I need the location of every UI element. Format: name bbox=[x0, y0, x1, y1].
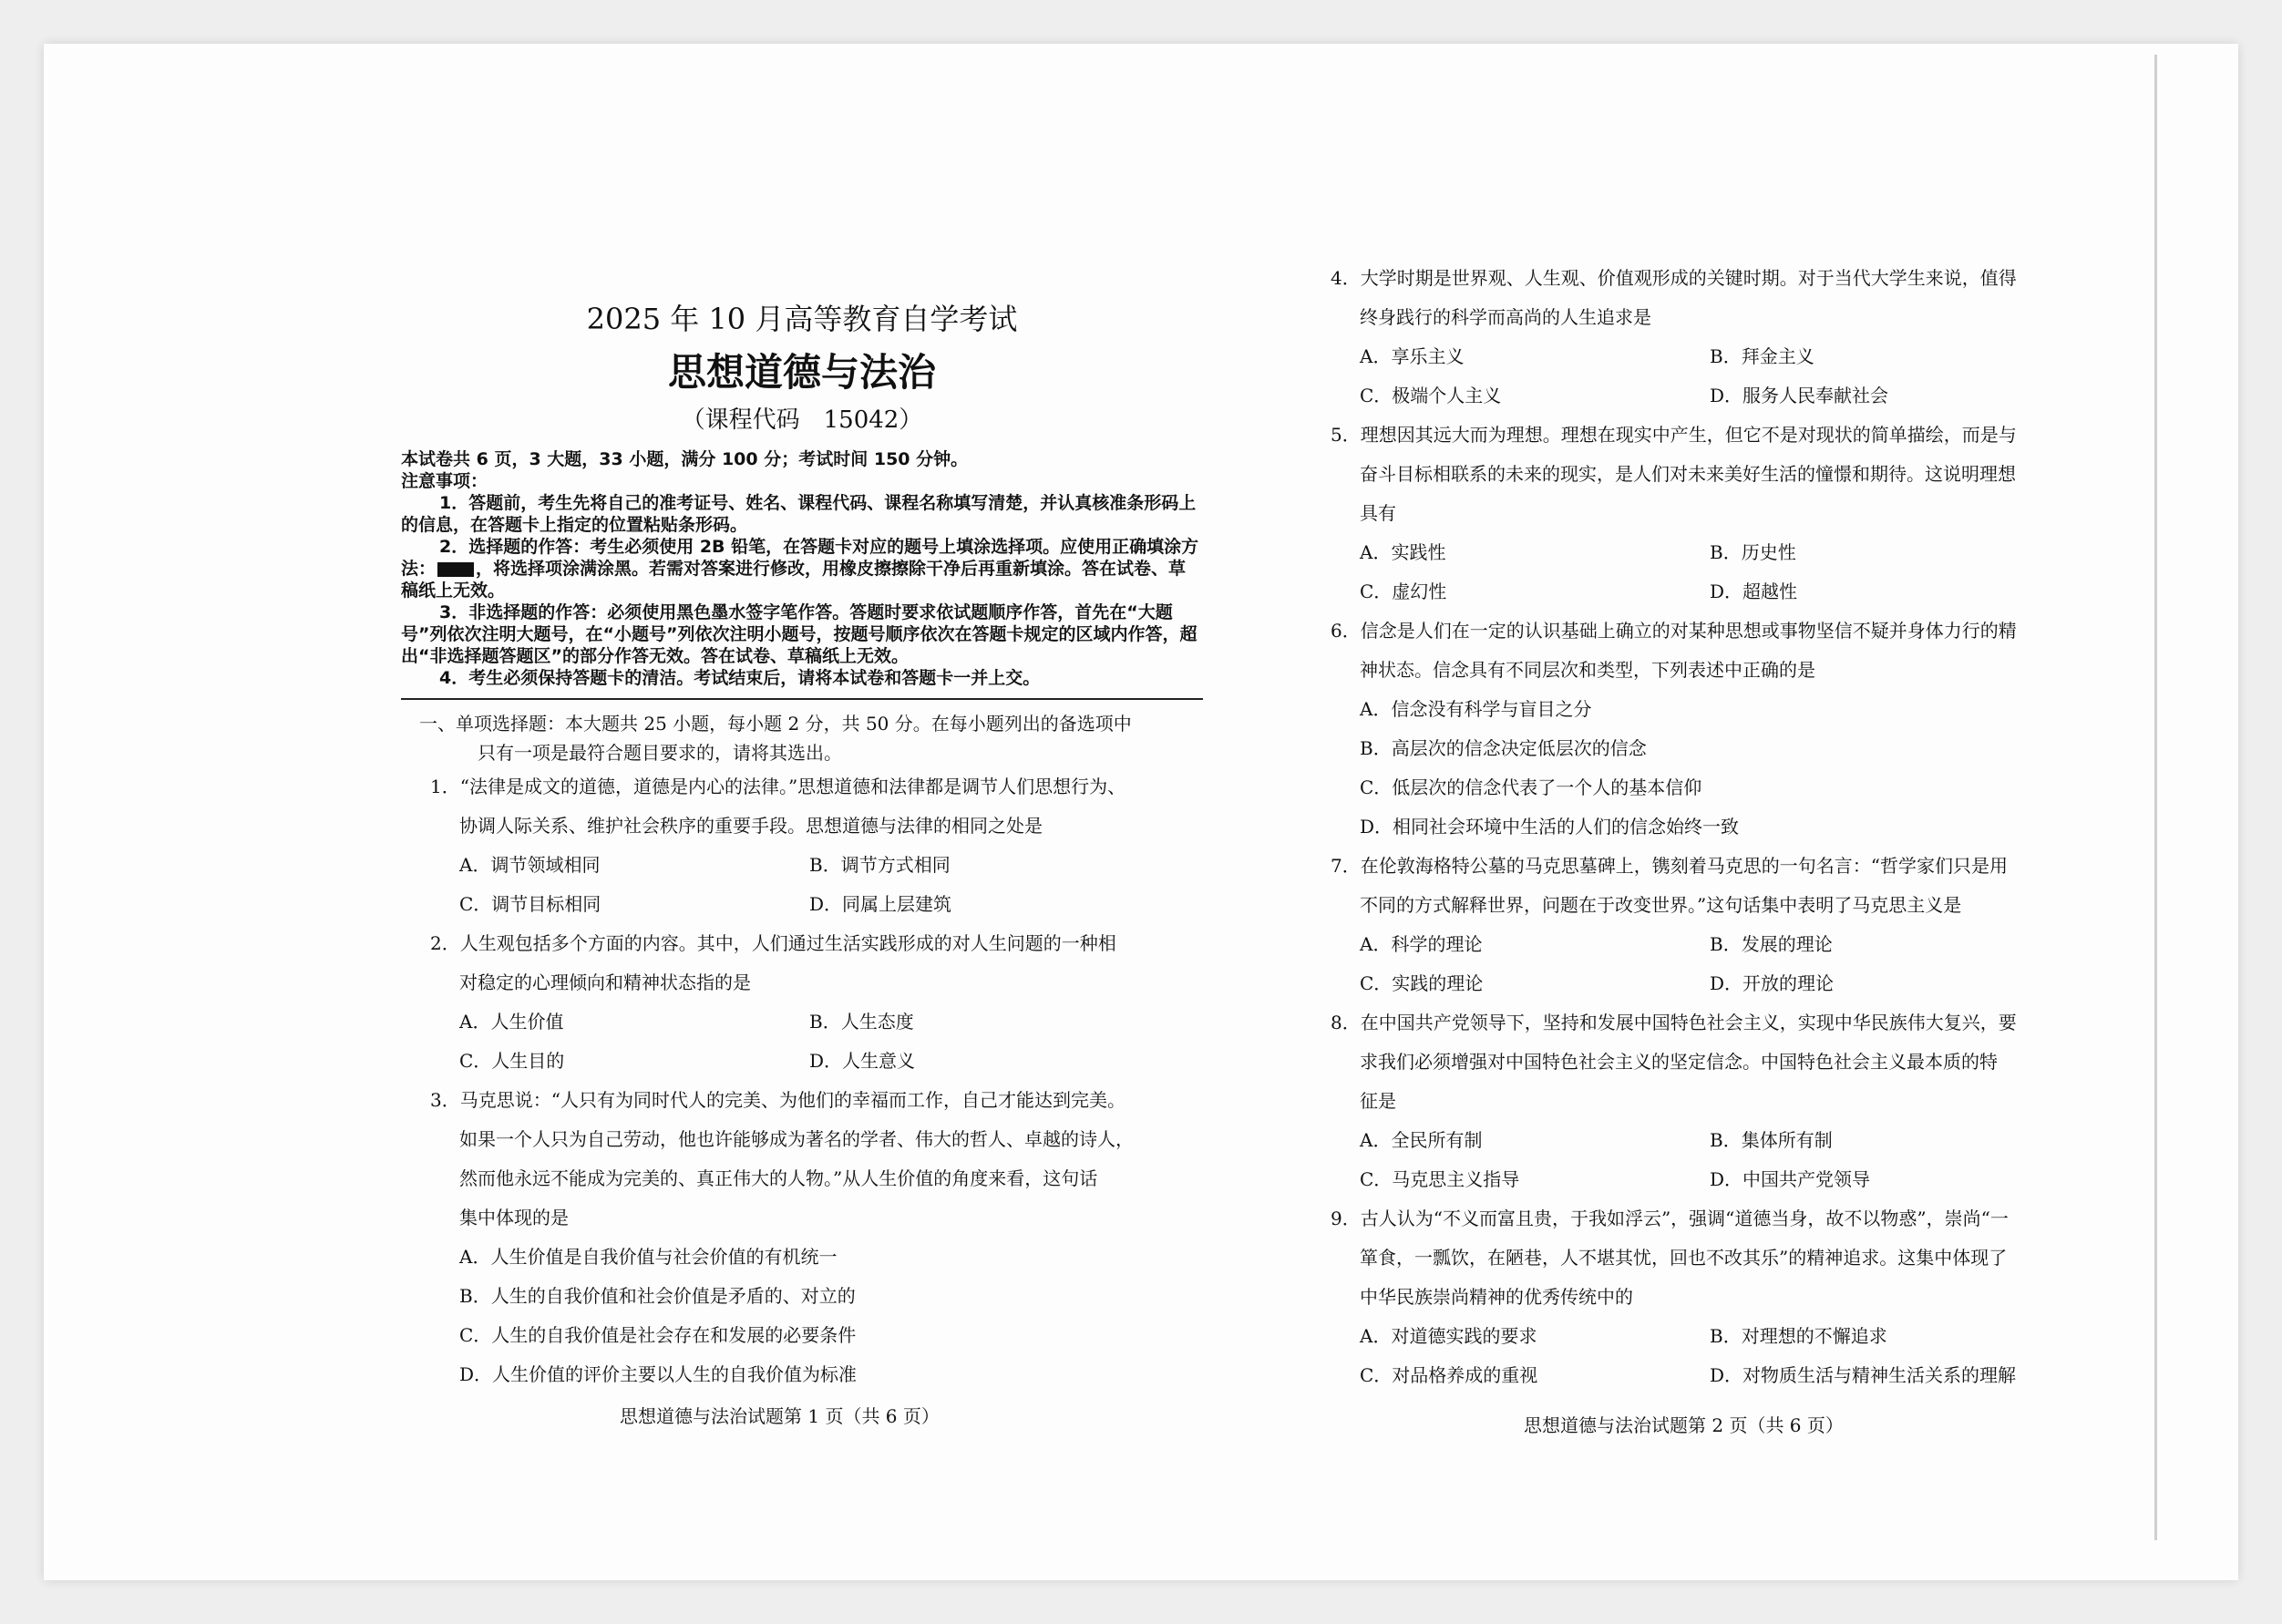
q2-option-a: A．人生价值 bbox=[459, 1011, 564, 1033]
page-2 bbox=[1331, 259, 2069, 1395]
exam-title: 2025 年 10 月高等教育自学考试 bbox=[586, 302, 1018, 336]
q1-option-a: A．调节领域相同 bbox=[459, 854, 601, 876]
q3-stem-2: 如果一个人只为自己劳动，他也许能够成为著名的学者、伟大的哲人、卓越的诗人， bbox=[459, 1128, 1134, 1150]
q2-option-c: C．人生目的 bbox=[459, 1050, 565, 1072]
q4-stem-1: 4．大学时期是世界观、人生观、价值观形成的关键时期。对于当代大学生来说，值得 bbox=[1331, 267, 2017, 289]
q8-option-a: A．全民所有制 bbox=[1360, 1129, 1483, 1151]
q5-option-d: D．超越性 bbox=[1710, 581, 1798, 602]
q1-option-b: B．调节方式相同 bbox=[809, 854, 951, 876]
q5-stem-3: 具有 bbox=[1360, 502, 1396, 524]
q8-stem-1: 8．在中国共产党领导下，坚持和发展中国特色社会主义，实现中华民族伟大复兴，要 bbox=[1331, 1012, 2017, 1033]
q7-option-b: B．发展的理论 bbox=[1710, 933, 1833, 955]
note-3: 3．非选择题的作答：必须使用黑色墨水签字笔作答。答题时要求依试题顺序作答，首先在“大题号”列依次注明大题号，在“小题号”列依次注明小题号，按题号顺序依次在答题卡规定的区域内作答，超出“非选择题答题区”的部分作答无效。答在试卷、草稿纸上无效。 bbox=[401, 602, 1198, 666]
q8-option-b: B．集体所有制 bbox=[1710, 1129, 1833, 1151]
q2-stem-1: 2．人生观包括多个方面的内容。其中，人们通过生活实践形成的对人生问题的一种相 bbox=[430, 932, 1116, 954]
q7-stem-2: 不同的方式解释世界，问题在于改变世界。”这句话集中表明了马克思主义是 bbox=[1360, 894, 1962, 916]
q9-stem-2: 箪食，一瓢饮，在陋巷，人不堪其忧，回也不改其乐”的精神追求。这集中体现了 bbox=[1360, 1247, 2008, 1269]
q6-stem-2: 神状态。信念具有不同层次和类型，下列表述中正确的是 bbox=[1360, 659, 1815, 681]
q1-stem-1: 1．“法律是成文的道德，道德是内心的法律。”思想道德和法律都是调节人们思想行为、 bbox=[430, 776, 1126, 797]
question-1 bbox=[430, 767, 1203, 924]
q3-option-b: B．人生的自我价值和社会价值是矛盾的、对立的 bbox=[459, 1285, 856, 1307]
q4-option-d: D．服务人民奉献社会 bbox=[1710, 385, 1889, 406]
q5-option-b: B．历史性 bbox=[1710, 541, 1796, 563]
page-1 bbox=[401, 255, 1203, 1394]
q5-option-a: A．实践性 bbox=[1360, 541, 1446, 563]
note-2 bbox=[401, 536, 1203, 601]
q1-option-d: D．同属上层建筑 bbox=[809, 893, 952, 915]
q6-option-c: C．低层次的信念代表了一个人的基本信仰 bbox=[1360, 776, 1702, 798]
q9-option-a: A．对道德实践的要求 bbox=[1360, 1325, 1537, 1347]
note-4: 4．考生必须保持答题卡的清洁。考试结束后，请将本试卷和答题卡一并上交。 bbox=[439, 668, 1041, 688]
q1-stem-2: 协调人际关系、维护社会秩序的重要手段。思想道德与法律的相同之处是 bbox=[459, 815, 1043, 837]
q5-option-c: C．虚幻性 bbox=[1360, 581, 1447, 602]
q4-option-a: A．享乐主义 bbox=[1360, 345, 1465, 367]
q9-stem-3: 中华民族崇尚精神的优秀传统中的 bbox=[1360, 1286, 1633, 1308]
q3-stem-3: 然而他永远不能成为完美的、真正伟大的人物。”从人生价值的角度来看，这句话 bbox=[459, 1167, 1098, 1189]
question-4 bbox=[1331, 259, 2069, 416]
question-5 bbox=[1331, 416, 2069, 612]
question-2 bbox=[430, 924, 1203, 1081]
q6-option-b: B．高层次的信念决定低层次的信念 bbox=[1360, 737, 1647, 759]
question-9 bbox=[1331, 1199, 2069, 1395]
q3-option-c: C．人生的自我价值是社会存在和发展的必要条件 bbox=[459, 1324, 857, 1346]
q6-stem-1: 6．信念是人们在一定的认识基础上确立的对某种思想或事物坚信不疑并身体力行的精 bbox=[1331, 620, 2017, 642]
exam-instructions bbox=[401, 448, 1203, 689]
q7-option-c: C．实践的理论 bbox=[1360, 972, 1484, 994]
q8-option-d: D．中国共产党领导 bbox=[1710, 1168, 1871, 1190]
section-line-2: 只有一项是最符合题目要求的，请将其选出。 bbox=[478, 742, 842, 764]
note-2-pre: 2．选择题的作答：考生必须使用 2B 铅笔，在答题卡对应的题号上填涂选择项。应使用正确填涂方法： bbox=[401, 537, 1199, 579]
filled-box-icon bbox=[437, 562, 474, 577]
note-1: 1．答题前，考生先将自己的准考证号、姓名、课程代码、课程名称填写清楚，并认真核准条形码上的信息，在答题卡上指定的位置粘贴条形码。 bbox=[401, 493, 1197, 535]
q3-option-d: D．人生价值的评价主要以人生的自我价值为标准 bbox=[459, 1363, 858, 1385]
divider bbox=[401, 698, 1203, 700]
question-7 bbox=[1331, 847, 2069, 1003]
q2-stem-2: 对稳定的心理倾向和精神状态指的是 bbox=[459, 971, 751, 993]
q8-stem-3: 征是 bbox=[1360, 1090, 1396, 1112]
q4-stem-2: 终身践行的科学而高尚的人生追求是 bbox=[1360, 306, 1651, 328]
q9-option-c: C．对品格养成的重视 bbox=[1360, 1364, 1538, 1386]
q7-option-d: D．开放的理论 bbox=[1710, 972, 1835, 994]
q4-option-c: C．极端个人主义 bbox=[1360, 385, 1502, 406]
q3-stem-1: 3．马克思说：“人只有为同时代人的完美、为他们的幸福而工作，自己才能达到完美。 bbox=[430, 1089, 1126, 1111]
q5-stem-1: 5．理想因其远大而为理想。理想在现实中产生，但它不是对现状的简单描绘，而是与 bbox=[1331, 424, 2017, 446]
question-3 bbox=[430, 1081, 1203, 1394]
notes-heading: 注意事项： bbox=[401, 471, 488, 491]
question-6 bbox=[1331, 612, 2069, 847]
section-line-1: 一、单项选择题：本大题共 25 小题，每小题 2 分，共 50 分。在每小题列出的备选项中 bbox=[419, 713, 1132, 735]
info-summary: 本试卷共 6 页，3 大题，33 小题，满分 100 分；考试时间 150 分钟。 bbox=[401, 449, 969, 469]
q9-option-b: B．对理想的不懈追求 bbox=[1710, 1325, 1887, 1347]
page-1-footer: 思想道德与法治试题第 1 页（共 6 页） bbox=[620, 1405, 940, 1427]
q7-stem-1: 7．在伦敦海格特公墓的马克思墓碑上，镌刻着马克思的一句名言：“哲学家们只是用 bbox=[1331, 855, 2008, 877]
q8-stem-2: 求我们必须增强对中国特色社会主义的坚定信念。中国特色社会主义最本质的特 bbox=[1360, 1051, 1998, 1073]
q9-stem-1: 9．古人认为“不义而富且贵，于我如浮云”，强调“道德当身，故不以物惑”，崇尚“一 bbox=[1331, 1208, 2009, 1229]
page-edge-line bbox=[2154, 55, 2157, 1540]
q7-option-a: A．科学的理论 bbox=[1360, 933, 1483, 955]
subject-title: 思想道德与法治 bbox=[667, 350, 936, 395]
q2-option-d: D．人生意义 bbox=[809, 1050, 916, 1072]
q6-option-d: D．相同社会环境中生活的人们的信念始终一致 bbox=[1360, 816, 1740, 838]
q8-option-c: C．马克思主义指导 bbox=[1360, 1168, 1520, 1190]
course-code: （课程代码 15042） bbox=[681, 406, 923, 434]
q4-option-b: B．拜金主义 bbox=[1710, 345, 1814, 367]
q3-option-a: A．人生价值是自我价值与社会价值的有机统一 bbox=[459, 1246, 838, 1268]
q5-stem-2: 奋斗目标相联系的未来的现实，是人们对未来美好生活的憧憬和期待。这说明理想 bbox=[1360, 463, 2016, 485]
q3-stem-4: 集中体现的是 bbox=[459, 1207, 569, 1228]
q6-option-a: A．信念没有科学与盲目之分 bbox=[1360, 698, 1592, 720]
q2-option-b: B．人生态度 bbox=[809, 1011, 914, 1033]
note-2-post: ，将选择项涂满涂黑。若需对答案进行修改，用橡皮擦擦除干净后再重新填涂。答在试卷、草稿纸上无效。 bbox=[401, 559, 1187, 601]
question-8 bbox=[1331, 1003, 2069, 1199]
q9-option-d: D．对物质生活与精神生活关系的理解 bbox=[1710, 1364, 2017, 1386]
q1-option-c: C．调节目标相同 bbox=[459, 893, 601, 915]
section-heading bbox=[419, 709, 1203, 767]
page-2-footer: 思想道德与法治试题第 2 页（共 6 页） bbox=[1524, 1414, 1844, 1436]
